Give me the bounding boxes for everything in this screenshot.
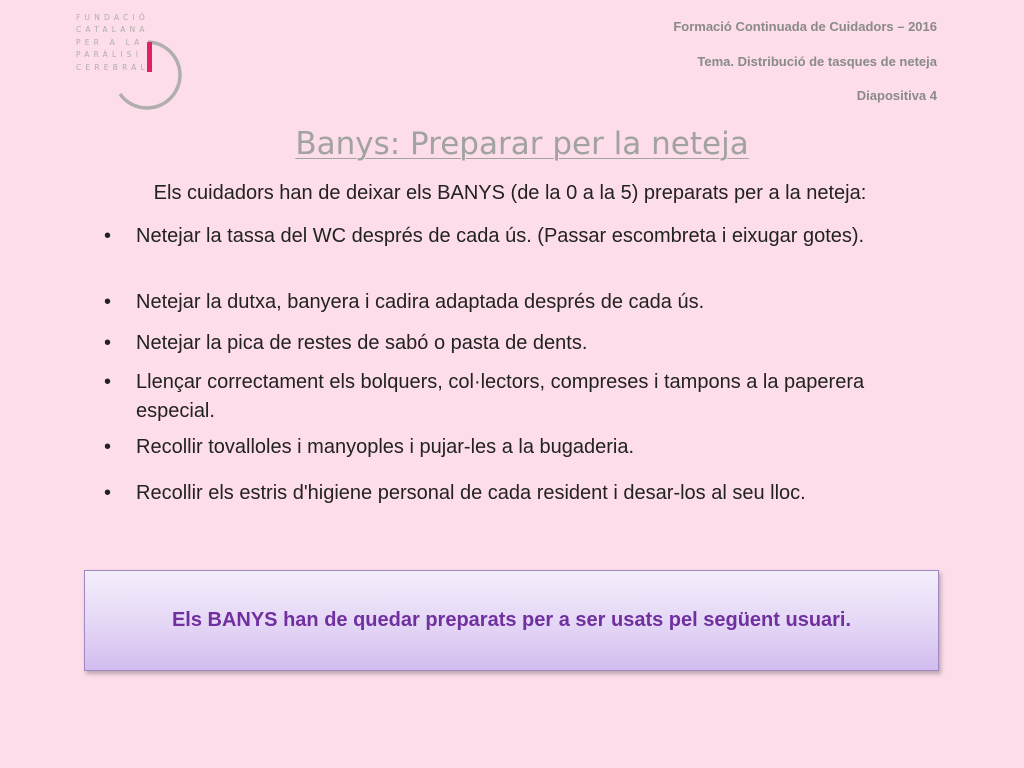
bullet-item: [104, 433, 894, 462]
bullet-marker: •: [104, 291, 112, 313]
logo-line: CEREBRAL: [76, 62, 149, 72]
highlight-note-text: Els BANYS han de quedar preparats per a ser usats pel següent usuari.: [171, 609, 852, 631]
logo-text: [76, 12, 149, 74]
bullet-text: Recollir els estris d'higiene personal de cada resident i desar-los al seu lloc.: [136, 482, 806, 504]
bullet-text: Netejar la tassa del WC després de cada ús. (Passar escombreta i eixugar gotes).: [136, 225, 865, 247]
intro-text: Els cuidadors han de deixar els BANYS (de la 0 a la 5) preparats per a la neteja:: [153, 182, 867, 204]
logo-line: PARÀLISI: [76, 50, 143, 60]
topic-title: Tema. Distribució de tasques de neteja: [697, 54, 937, 69]
logo-line: FUNDACIÓ: [76, 13, 150, 22]
bullet-text: Netejar la dutxa, banyera i cadira adaptada després de cada ús.: [136, 291, 705, 313]
bullet-text: Netejar la pica de restes de sabó o pasta de dents.: [136, 332, 588, 354]
bullet-item: [104, 368, 894, 426]
bullet-text: Llençar correctament els bolquers, col·lectors, compreses i tampons a la paperera especial.: [136, 371, 865, 422]
logo-line: CATALANA: [76, 25, 149, 35]
bullet-item: [104, 479, 894, 508]
bullet-marker: •: [104, 332, 112, 354]
bullet-item: [104, 222, 894, 251]
bullet-marker: •: [104, 225, 112, 247]
bullet-marker: •: [104, 436, 112, 458]
logo-line: PER A LA: [76, 37, 144, 47]
slide-title: Banys: Preparar per la neteja: [295, 126, 749, 162]
slide-number: Diapositiva 4: [856, 88, 937, 103]
bullet-marker: •: [104, 371, 112, 393]
highlight-note-box: [84, 570, 939, 671]
bullet-item: [104, 288, 894, 317]
bullet-marker: •: [104, 482, 112, 504]
bullet-item: [104, 329, 894, 358]
bullet-text: Recollir tovalloles i manyoples i pujar-les a la bugaderia.: [136, 436, 635, 458]
foundation-logo: [76, 12, 196, 112]
course-title: Formació Continuada de Cuidadors – 2016: [673, 19, 937, 34]
